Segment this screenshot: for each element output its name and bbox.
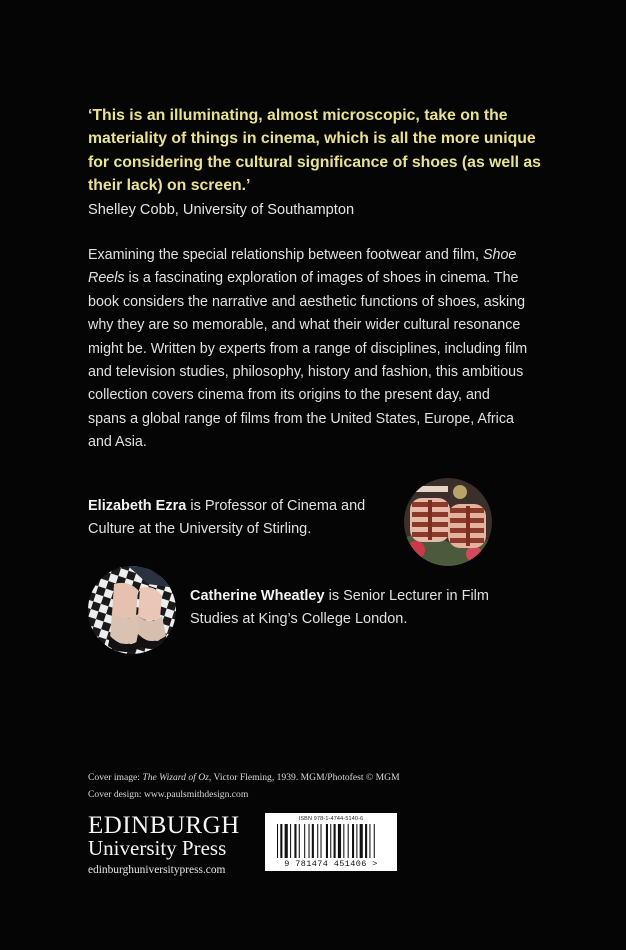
publisher-website: edinburghuniversitypress.com: [88, 864, 226, 876]
cover-image-suffix: , Victor Fleming, 1939. MGM/Photofest © MGM: [208, 772, 400, 783]
cover-image-prefix: Cover image:: [88, 772, 143, 783]
endorsement-quote: ‘This is an illuminating, almost microscopic, take on the materiality of things in cinema, which is all the more unique for considering the cultural significance of shoes (as well as their lack) on screen.’: [88, 107, 541, 195]
flats-photo: [88, 566, 176, 654]
book-description: [88, 244, 528, 455]
author-desc-1: is Professor of Cinema and Culture at the University of Stirling.: [88, 498, 366, 537]
author-name-1: Elizabeth Ezra: [88, 498, 187, 514]
book-title: Shoe Reels: [88, 247, 517, 287]
author-desc-2: is Senior Lecturer in Film Studies at King’s College London.: [190, 588, 489, 627]
blurb-part-1: Examining the special relationship between footwear and film,: [88, 247, 483, 263]
cover-design-credit: Cover design: www.paulsmithdesign.com: [88, 789, 249, 800]
publisher-logo-line-1: EDINBURGH: [88, 812, 240, 839]
isbn-label: ISBN 978-1-4744-5140-6: [298, 816, 364, 822]
endorsement-attribution: Shelley Cobb, University of Southampton: [88, 202, 355, 218]
author-photo-2: [88, 566, 176, 654]
cover-image-title: The Wizard of Oz: [142, 772, 209, 783]
author-photo-1: [404, 478, 492, 566]
blurb-part-2: is a fascinating exploration of images of shoes in cinema. The book considers the narrative and aesthetic functions of shoes, asking why they are so memorable, and what their wider cultural resonance might be. Written by experts from a range of disciplines, including film and television studies, philosophy, history and fashion, this ambitious collection covers cinema from its origins to the present day, and spans a global range of films from the United States, Europe, Africa and Asia.: [88, 270, 528, 451]
cover-credits: [88, 769, 488, 803]
publisher-logo-line-2: University Press: [88, 836, 227, 860]
author-name-2: Catherine Wheatley: [190, 588, 325, 604]
sandals-photo: [404, 478, 492, 566]
isbn-digits: 9 781474 451406 >: [284, 859, 378, 869]
cover-image-credit: [88, 769, 488, 786]
author-bio-1: [88, 495, 400, 541]
author-bio-2: [190, 585, 520, 631]
isbn-barcode: [265, 813, 397, 871]
